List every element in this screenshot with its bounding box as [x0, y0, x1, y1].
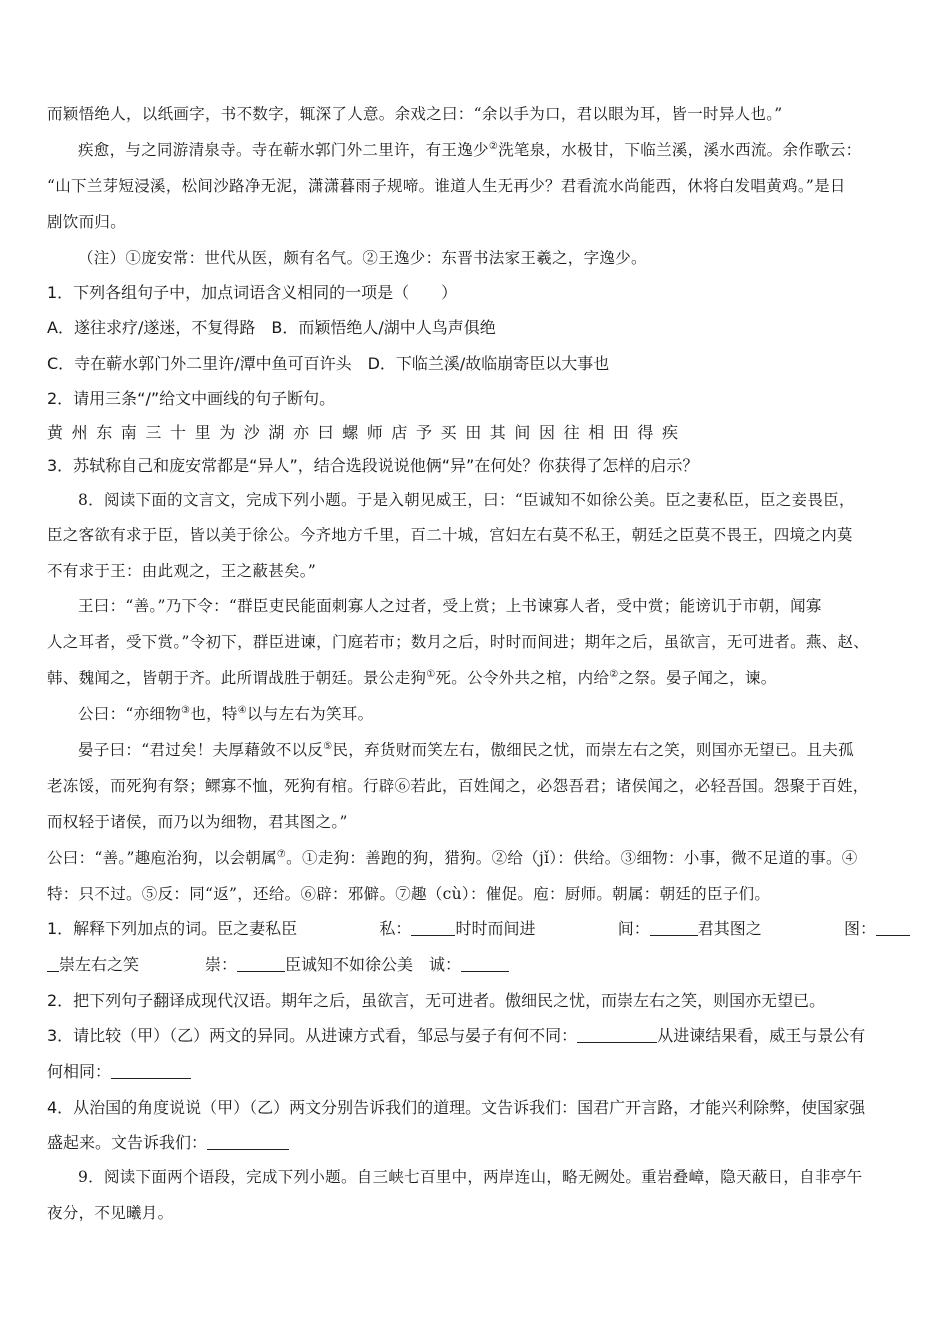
passage2-line7: 公曰：“亦细物③也，特④以与左右为笑耳。 — [78, 705, 374, 723]
passage1-line1: 而颖悟绝人，以纸画字，书不数字，辄深了人意。余戏之曰：“余以手为口，君以眼为耳，皆一时异人也。” — [47, 105, 783, 123]
q2-question-3-line2: 何相同： — [47, 1059, 910, 1082]
q2-question-2: 2．把下列句子翻译成现代汉语。期年之后，虽欲言，无可进者。傲细民之忧，而崇左右之笑，则国亦无望已。 — [47, 991, 826, 1010]
passage2-line5: 人之耳者，受下赏。”令初下，群臣进谏，门庭若市；数月之后，时时而间进；期年之后，虽欲言，无可进者。燕、赵、 — [47, 633, 870, 651]
passage1-line2: 疾愈，与之同游清泉寺。寺在蕲水郭门外二里许，有王逸少②洗笔泉，水极甘，下临兰溪，溪水西流。余作歌云： — [78, 141, 862, 159]
q2-q1-tu: 图： — [844, 916, 910, 939]
passage3-line2: 夜分，不见曦月。 — [47, 1204, 174, 1222]
passage2-line3: 不有求于王：由此观之，王之蔽甚矣。” — [47, 562, 317, 580]
passage2-line8: 晏子曰：“君过矣！夫厚藉敛不以反⑤民，弃货财而笑左右，傲细民之忧，而崇左右之笑，则国亦无望已。且夫孤 — [78, 741, 854, 759]
answer-blank-q3-b[interactable] — [111, 1064, 191, 1079]
q2-question-1-line2: 崇左右之笑 崇： 臣诚知不如徐公美 诚： — [47, 952, 910, 975]
question-2: 2．请用三条“/”给文中画线的句子断句。 — [47, 389, 336, 408]
passage2-line1: 8．阅读下面的文言文，完成下列小题。于是入朝见威王，曰：“臣诚知不如徐公美。臣之妻私臣，臣之妾畏臣， — [78, 491, 855, 509]
passage2-line2: 臣之客欲有求于臣，皆以美于徐公。今齐地方千里，百二十城，宫妇左右莫不私王，朝廷之臣莫不畏王，四境之内莫 — [47, 526, 853, 544]
answer-blank-tu-cont[interactable] — [47, 957, 59, 972]
passage1-line3: “山下兰芽短浸溪，松间沙路净无泥，潇潇暮雨子规啼。谁道人生无再少？君看流水尚能西，休将白发唱黄鸡。”是日 — [47, 177, 846, 195]
q2-question-4-line2: 盛起来。文告诉我们： — [47, 1130, 910, 1153]
answer-blank-q3-a[interactable] — [577, 1028, 657, 1043]
q2-question-1-line1 — [47, 916, 910, 939]
passage2-line9: 老冻馁，而死狗有祭；鳏寡不恤，死狗有棺。行辟⑥若此，百姓闻之，必怨吾君；诸侯闻之，必轻吾国。怨聚于百姓， — [47, 777, 869, 795]
question-1-options-cd: C．寺在蕲水郭门外二里许/潭中鱼可百许头 D．下临兰溪/故临崩寄臣以大事也 — [47, 354, 610, 373]
answer-blank-tu[interactable] — [876, 921, 910, 936]
passage2-line12: 特：只不过。⑤反：同“返”，还给。⑥辟：邪僻。⑦趣（cù）：催促。庖：厨师。朝属：朝廷的臣子们。 — [47, 885, 771, 903]
passage2-line10: 而权轻于诸侯，而乃以为细物，君其图之。” — [47, 813, 348, 831]
q2-q1-si: 私： 时时而间进 — [379, 919, 536, 938]
answer-blank-q4[interactable] — [207, 1135, 289, 1150]
passage3-line1: 9．阅读下面两个语段，完成下列小题。自三峡七百里中，两岸连山，略无阙处。重岩叠嶂，隐天蔽日，自非亭午 — [78, 1168, 863, 1186]
question-2-sentence: 黄州东南三十里为沙湖亦曰螺师店予买田其间因往相田得疾 — [47, 423, 687, 442]
question-1-options-ab: A．遂往求疗/遂迷，不复得路 B．而颖悟绝人/湖中人鸟声俱绝 — [47, 318, 496, 337]
answer-blank-chong[interactable] — [237, 957, 285, 972]
q2-question-3-line1: 3．请比较（甲）（乙）两文的异同。从进谏方式看，邹忌与晏子有何不同： 从进谏结果看，威王与景公有 — [47, 1026, 866, 1045]
question-1: 1．下列各组句子中，加点词语含义相同的一项是（ ） — [47, 283, 458, 302]
passage2-line6: 韩、魏闻之，皆朝于齐。此所谓战胜于朝廷。景公走狗①死。公令外共之棺，内给②之祭。晏子闻之，谏。 — [47, 669, 777, 687]
answer-blank-cheng[interactable] — [461, 957, 509, 972]
question-3: 3．苏轼称自己和庞安常都是“异人”，结合选段说说他俩“异”在何处？你获得了怎样的启示？ — [47, 456, 699, 475]
answer-blank-si[interactable] — [411, 921, 455, 936]
passage2-line4: 王曰：“善。”乃下令：“群臣吏民能面刺寡人之过者，受上赏；上书谏寡人者，受中赏；能谤讥于市朝，闻寡 — [78, 597, 822, 615]
q2-q1-lead: 1．解释下列加点的词。臣之妻私臣 — [47, 919, 298, 938]
passage1-line4: 剧饮而归。 — [47, 213, 127, 231]
answer-blank-jian[interactable] — [650, 921, 698, 936]
passage1-note: （注）①庞安常：世代从医，颇有名气。②王逸少：东晋书法家王羲之，字逸少。 — [78, 249, 647, 267]
q2-question-4-line1: 4．从治国的角度说说（甲）（乙）两文分别告诉我们的道理。文告诉我们：国君广开言路，才能兴利除弊，使国家强 — [47, 1098, 866, 1117]
passage2-line11: 公曰：“善。”趣庖治狗，以会朝属⑦。①走狗：善跑的狗，猎狗。②给（jǐ）：供给。③细物：小事，微不足道的事。④ — [47, 849, 858, 867]
q2-q1-jian: 间： 君其图之 — [617, 919, 762, 938]
